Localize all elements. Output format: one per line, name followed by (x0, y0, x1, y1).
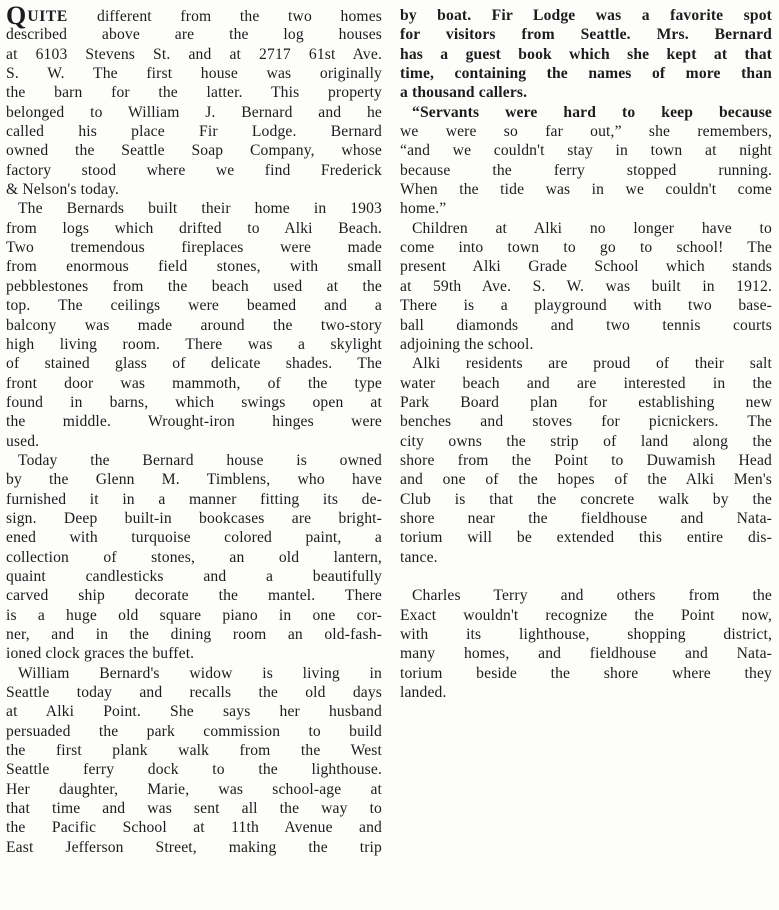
text-line: Seattle ferry dock to the lighthouse. (6, 761, 382, 779)
text-line: Children at Alki no longer have to (412, 219, 772, 237)
text-line: city owns the strip of land along the (400, 432, 772, 450)
text-line: the barn for the latter. This property (6, 84, 382, 102)
text-line: found in barns, which swings open at (6, 393, 382, 411)
text-line: and one of the hopes of the Alki Men's (400, 471, 772, 489)
text-line: There is a playground with two base- (400, 297, 772, 315)
text-line: called his place Fir Lodge. Bernard (6, 123, 382, 141)
text-line: top. The ceilings were beamed and a (6, 297, 382, 315)
text-line: ened with turquoise colored paint, a (6, 529, 382, 547)
text-line: carved ship decorate the mantel. There (6, 587, 382, 605)
text-line (6, 1, 382, 30)
text-line: tance. (400, 548, 438, 566)
text-line: Charles Terry and others from the (412, 587, 772, 605)
lead-word: UITE (27, 8, 97, 25)
text-line: come into town to go to school! The (400, 239, 772, 257)
text-line: Seattle today and recalls the old days (6, 684, 382, 702)
text-line: When the tide was in we couldn't come (400, 181, 772, 199)
text-line: ioned clock graces the buffet. (6, 645, 195, 663)
text-line: the first plank walk from the West (6, 742, 382, 760)
text-line: belonged to William J. Bernard and he (6, 103, 382, 121)
text-line: Exact wouldn't recognize the Point now, (400, 606, 772, 624)
text-line: Her daughter, Marie, was school-age at (6, 780, 382, 798)
text-line: is a huge old square piano in one cor- (6, 606, 382, 624)
right-column (400, 6, 772, 702)
text-line: front door was mammoth, of the type (6, 374, 382, 392)
text-line: by boat. Fir Lodge was a favorite spot (400, 7, 772, 24)
text-line: many homes, and fieldhouse and Nata- (400, 645, 772, 663)
text-line: adjoining the school. (400, 335, 534, 353)
drop-cap: Q (6, 1, 27, 30)
text-line: the Pacific School at 11th Avenue and (6, 819, 382, 837)
text-line: “Servants were hard to keep because (412, 103, 772, 121)
text-line: has a guest book which she kept at that (400, 45, 772, 63)
left-column (6, 1, 382, 857)
text-line: Club is that the concrete walk by the (400, 490, 772, 508)
text-line: pebblestones from the beach used at the (6, 277, 382, 295)
text-line: benches and stoves for picnickers. The (400, 413, 772, 431)
text-line: a thousand callers. (400, 84, 528, 102)
text-line: because the ferry stopped running. (400, 161, 772, 179)
text-line: “and we couldn't stay in town at night (400, 142, 772, 160)
text-line: Today the Bernard house is owned (18, 451, 382, 469)
text-line: that time and was sent all the way to (6, 800, 382, 818)
text-line: collection of stones, an old lantern, (6, 548, 382, 566)
text-line: used. (6, 432, 40, 450)
text-line: of stained glass of delicate shades. The (6, 355, 382, 373)
text-line: sign. Deep built-in bookcases are bright- (6, 509, 382, 527)
text-line: from enormous field stones, with small (6, 258, 382, 276)
text-line: torium beside the shore where they (400, 664, 772, 682)
text-line: Alki residents are proud of their salt (412, 355, 772, 373)
text-line: shore near the fieldhouse and Nata- (400, 509, 772, 527)
text-line: we were so far out,” she remembers, (400, 123, 772, 141)
text-line: high living room. There was a skylight (6, 335, 382, 353)
text-line: The Bernards built their home in 1903 (18, 200, 382, 218)
text-line: quaint candlesticks and a beautifully (6, 567, 382, 585)
text-line: ball diamonds and two tennis courts (400, 316, 772, 334)
text-line: balcony was made around the two-story (6, 316, 382, 334)
text-line: present Alki Grade School which stands (400, 258, 772, 276)
text-line: persuaded the park commission to build (6, 722, 382, 740)
text-line: torium will be extended this entire dis- (400, 529, 772, 547)
text-line: from logs which drifted to Alki Beach. (6, 219, 382, 237)
text-line: at Alki Point. She says her husband (6, 703, 382, 721)
text-line: furnished it in a manner fitting its de- (6, 490, 382, 508)
text-line: ner, and in the dining room an old-fash- (6, 626, 382, 643)
text-line: & Nelson's today. (6, 181, 120, 199)
text-line: water beach and are interested in the (400, 374, 772, 392)
text-line: Two tremendous fireplaces were made (6, 239, 382, 257)
text-line (400, 567, 772, 586)
text-line: shore from the Point to Duwamish Head (400, 451, 772, 469)
text-line: with its lighthouse, shopping district, (400, 626, 772, 643)
text-line: William Bernard's widow is living in (18, 664, 382, 682)
text-line: factory stood where we find Frederick (6, 161, 382, 179)
text-line: described above are the log houses (6, 26, 382, 44)
text-line: at 6103 Stevens St. and at 2717 61st Ave. (6, 45, 382, 63)
text-line: time, containing the names of more than (400, 65, 772, 83)
text-line: landed. (400, 684, 447, 702)
lead-text: different from the two homes (97, 8, 382, 25)
text-line: the middle. Wrought-iron hinges were (6, 413, 382, 431)
text-line: S. W. The first house was originally (6, 65, 382, 83)
text-line: East Jefferson Street, making the trip (6, 838, 382, 856)
text-line: by the Glenn M. Timblens, who have (6, 471, 382, 489)
text-line: for visitors from Seattle. Mrs. Bernard (400, 26, 772, 44)
text-line: home.” (400, 200, 447, 218)
text-line: at 59th Ave. S. W. was built in 1912. (400, 277, 772, 295)
text-line: Park Board plan for establishing new (400, 393, 772, 411)
text-line: owned the Seattle Soap Company, whose (6, 142, 382, 160)
